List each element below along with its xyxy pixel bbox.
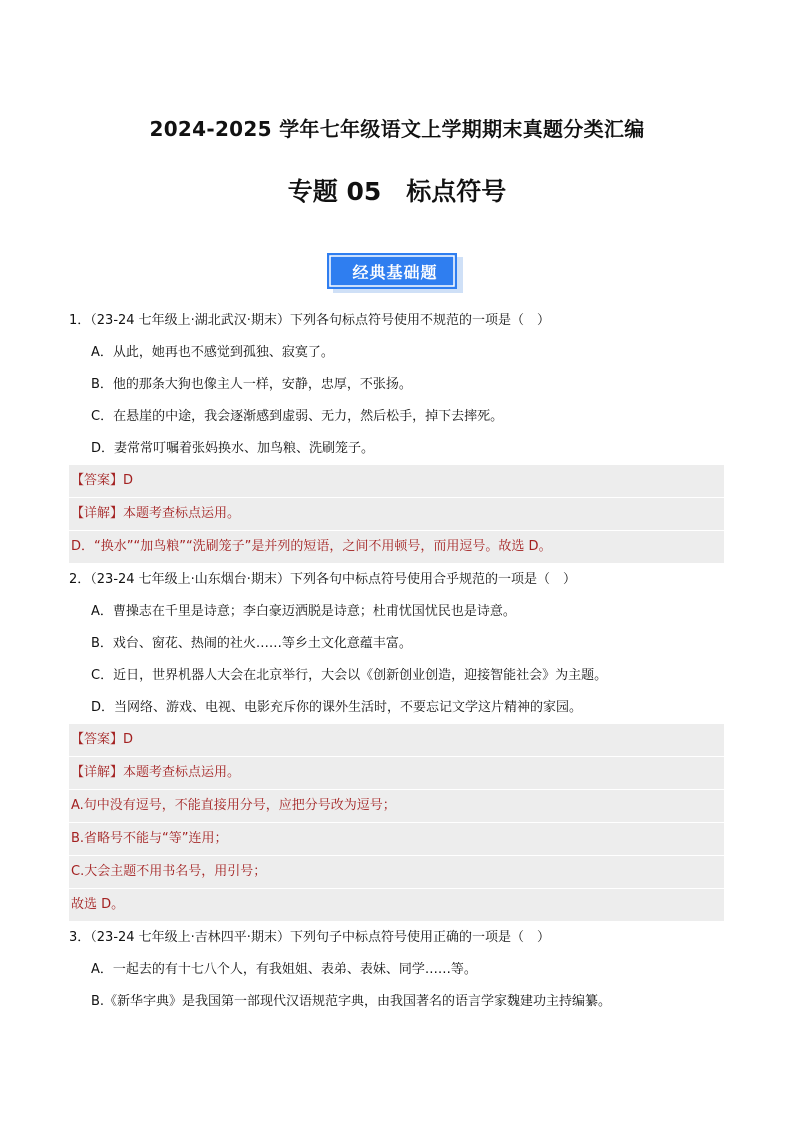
answer-tag: 【答案】	[71, 732, 124, 747]
detail-text: 本题考查标点运用。	[123, 506, 241, 521]
detail-tag: 【详解】	[71, 765, 124, 780]
question-2-answer	[69, 724, 724, 757]
question-2-option-c: C．近日，世界机器人大会在北京举行，大会以《创新创业创造，迎接智能社会》为主题。	[91, 668, 608, 683]
question-2-option-b: B．戏台、窗花、热闹的社火……等乡土文化意蕴丰富。	[91, 636, 412, 651]
question-1-option-a: A．从此，她再也不感觉到孤独、寂寞了。	[91, 345, 334, 360]
question-2-note-2: B.省略号不能与“等”连用；	[69, 823, 724, 856]
section-badge	[327, 253, 463, 293]
question-2-note-3: C.大会主题不用书名号，用引号；	[69, 856, 724, 889]
answer-value: D	[123, 473, 134, 488]
detail-tag: 【详解】	[71, 506, 124, 521]
question-1-answer	[69, 465, 724, 498]
question-2-stem: 2．（23-24 七年级上·山东烟台·期末）下列各句中标点符号使用合乎规范的一项是（ ）	[69, 572, 576, 587]
question-2-note-4: 故选 D。	[69, 889, 724, 922]
question-2-note-1: A.句中没有逗号，不能直接用分号，应把分号改为逗号；	[69, 790, 724, 823]
answer-tag: 【答案】	[71, 473, 124, 488]
answer-value: D	[123, 732, 134, 747]
question-2-option-a: A．曹操志在千里是诗意；李白豪迈洒脱是诗意；杜甫忧国忧民也是诗意。	[91, 604, 516, 619]
badge-label: 经典基础题	[352, 263, 438, 282]
question-1-option-b: B．他的那条大狗也像主人一样，安静，忠厚，不张扬。	[91, 377, 412, 392]
question-2-detail	[69, 757, 724, 790]
detail-text: 本题考查标点运用。	[123, 765, 241, 780]
topic-title: 专题 05 标点符号	[287, 177, 507, 206]
question-1-detail	[69, 498, 724, 531]
document-title: 2024-2025 学年七年级语文上学期期末真题分类汇编	[149, 117, 645, 141]
question-1-stem: 1．（23-24 七年级上·湖北武汉·期末）下列各句标点符号使用不规范的一项是（ ）	[69, 313, 550, 328]
question-1-option-d: D．妻常常叮嘱着张妈换水、加鸟粮、洗刷笼子。	[91, 441, 375, 456]
question-3-stem: 3．（23-24 七年级上·吉林四平·期末）下列句子中标点符号使用正确的一项是（ ）	[69, 930, 550, 945]
question-list	[69, 305, 724, 1018]
question-2-option-d: D．当网络、游戏、电视、电影充斥你的课外生活时，不要忘记文学这片精神的家园。	[91, 700, 583, 715]
question-3-option-a: A．一起去的有十七八个人，有我姐姐、表弟、表妹、同学……等。	[91, 962, 477, 977]
question-1-option-c: C．在悬崖的中途，我会逐渐感到虚弱、无力，然后松手，掉下去摔死。	[91, 409, 504, 424]
question-3-option-b: B.《新华字典》是我国第一部现代汉语规范字典，由我国著名的语言学家魏建功主持编纂。	[91, 994, 612, 1009]
question-1-note-1: D．“换水”“加鸟粮”“洗刷笼子”是并列的短语，之间不用顿号，而用逗号。故选 D。	[69, 531, 724, 564]
